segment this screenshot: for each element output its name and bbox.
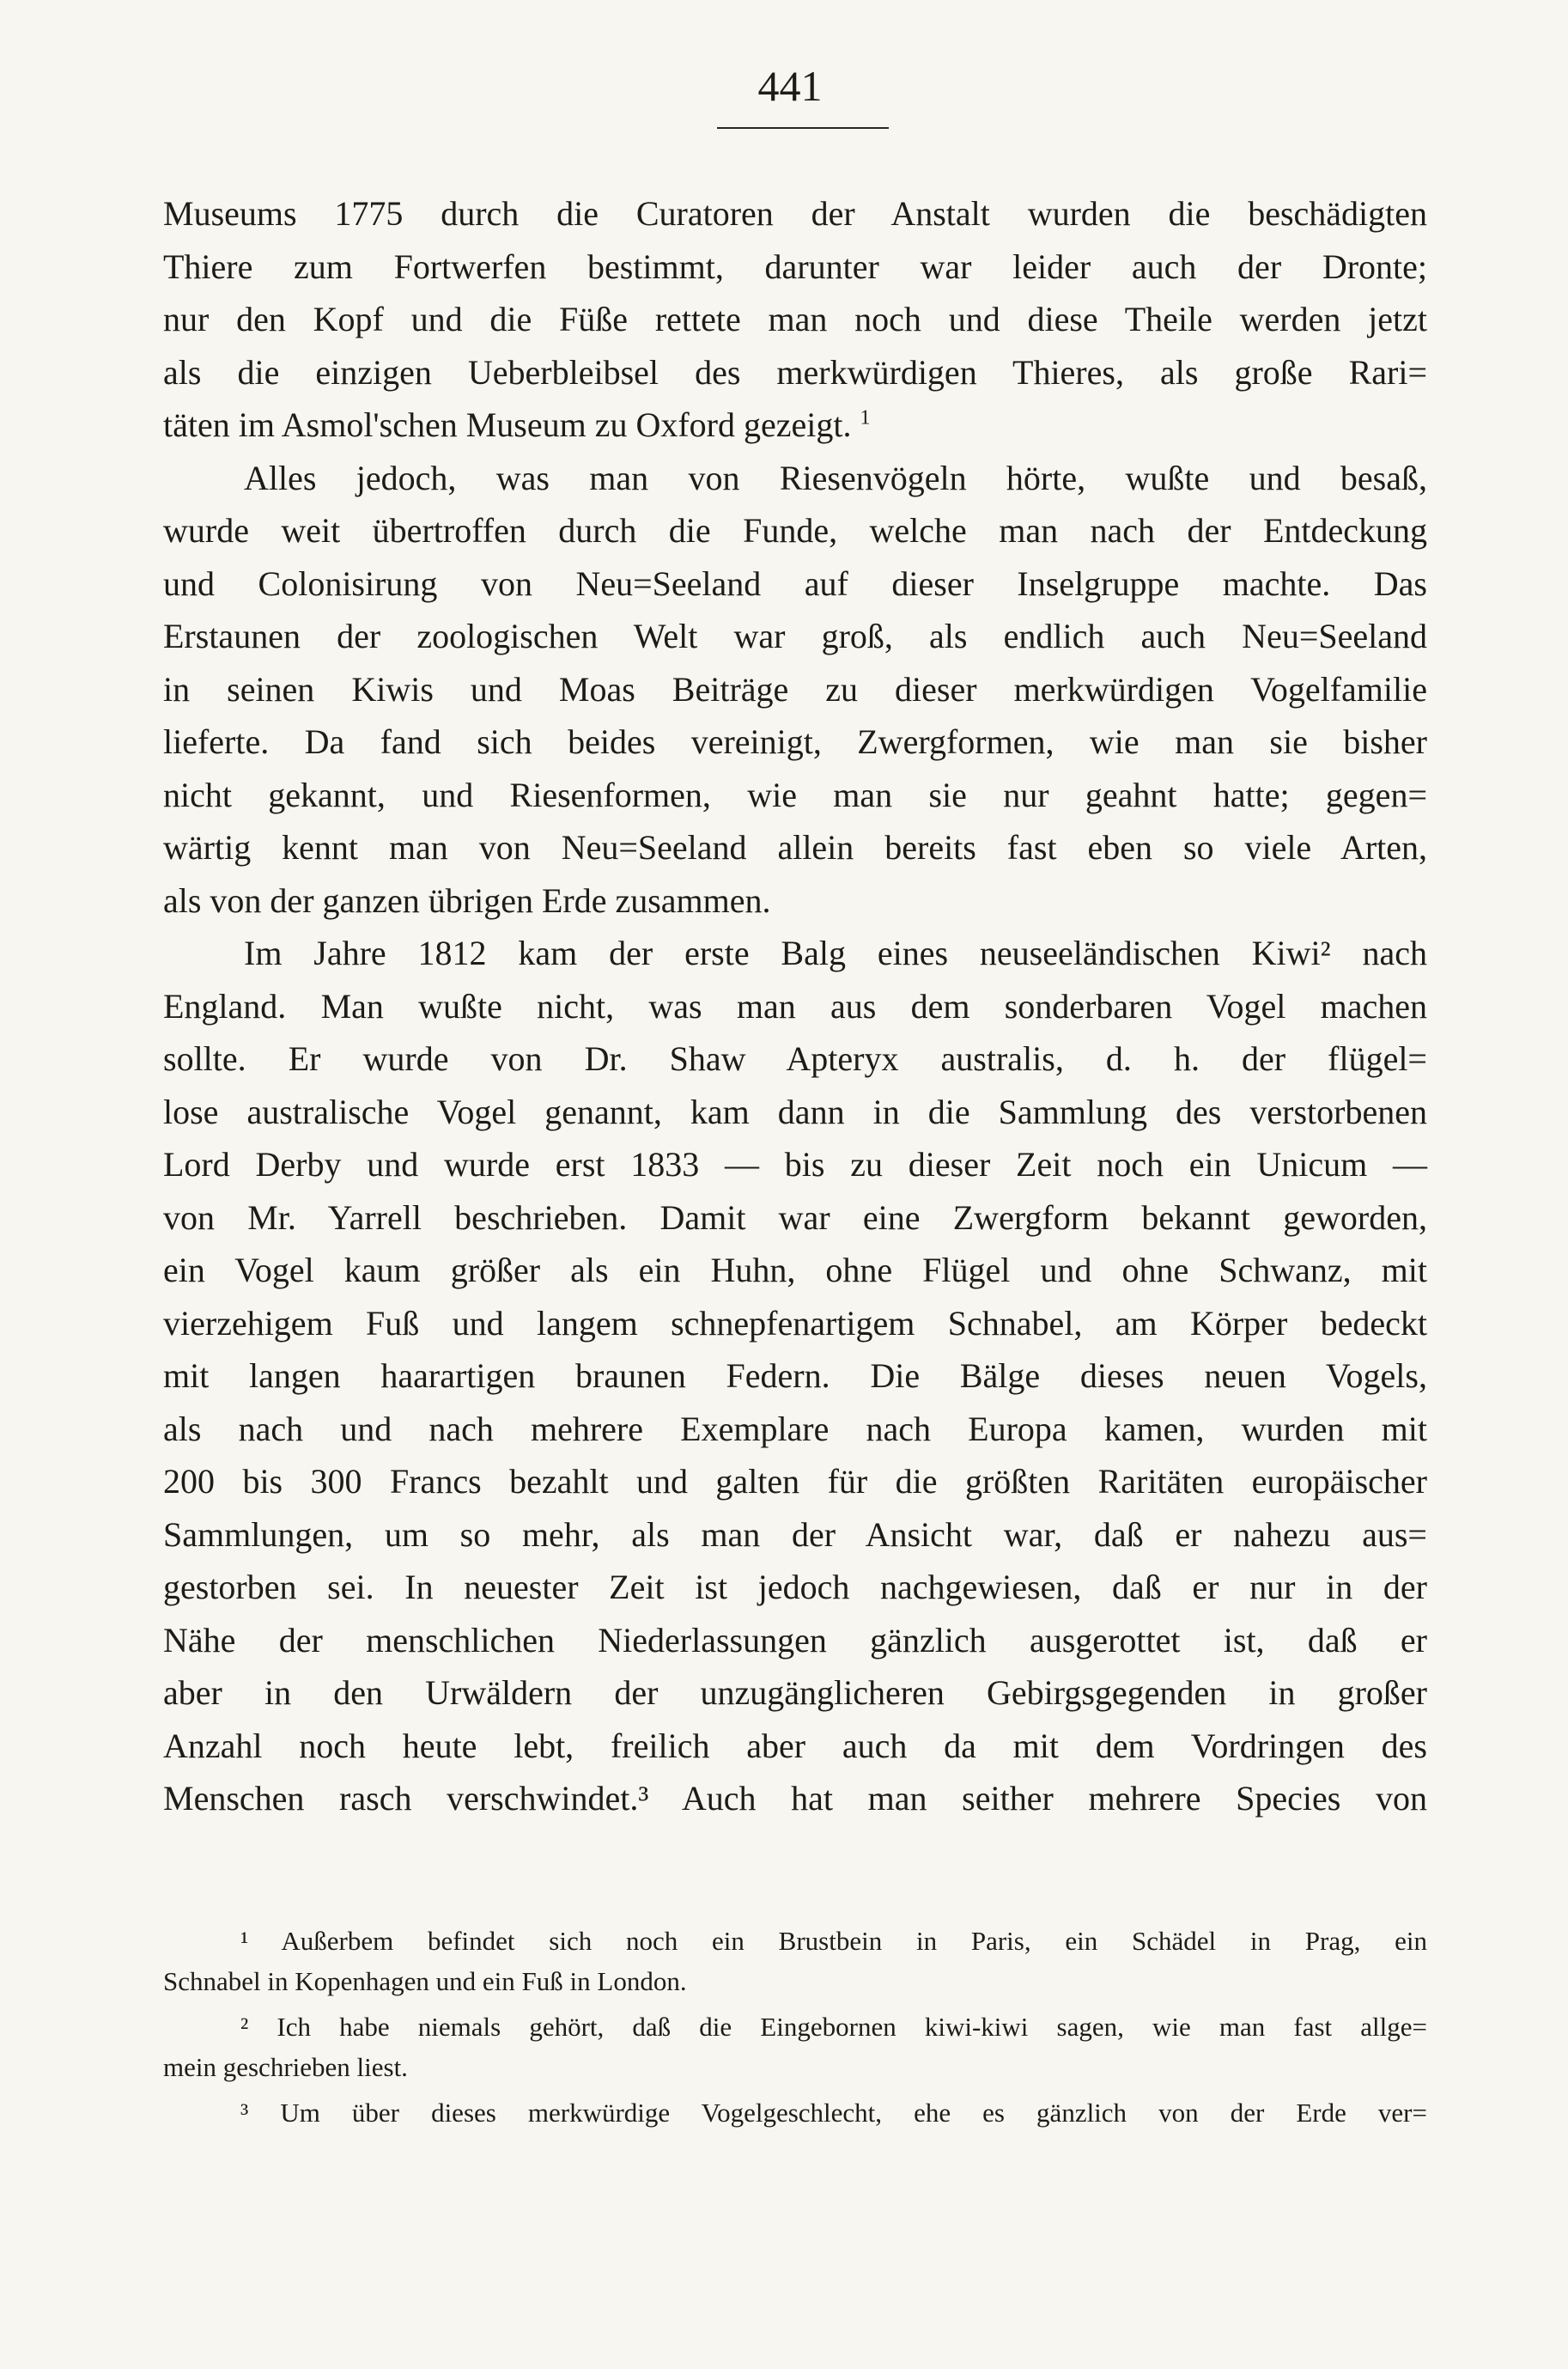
footnote-line: ² Ich habe niemals gehört, daß die Eingebornen kiwi-kiwi sagen, wie man fast allge= [240, 2012, 1427, 2042]
footnote-line: ³ Um über dieses merkwürdige Vogelgeschlecht, ehe es gänzlich von der Erde ver= [240, 2098, 1427, 2128]
text-line: Anzahl noch heute lebt, freilich aber auch da mit dem Vordringen des [163, 1726, 1427, 1765]
paragraph-3 [163, 927, 1427, 1825]
text-line: Nähe der menschlichen Niederlassungen gänzlich ausgerottet ist, daß er [163, 1620, 1427, 1660]
body-text [163, 187, 1427, 1825]
text-line: vierzehigem Fuß und langem schnepfenartigem Schnabel, am Körper bedeckt [163, 1303, 1427, 1343]
text-line: als von der ganzen übrigen Erde zusammen. [163, 880, 771, 920]
text-line: England. Man wußte nicht, was man aus dem sonderbaren Vogel machen [163, 986, 1427, 1026]
page-number: 441 [757, 62, 823, 110]
text-line: sollte. Er wurde von Dr. Shaw Apteryx australis, d. h. der flügel= [163, 1039, 1427, 1078]
header-rule [717, 127, 889, 129]
footnote-3 [163, 2092, 1427, 2133]
text-line: nicht gekannt, und Riesenformen, wie man sie nur geahnt hatte; gegen= [163, 775, 1427, 814]
text-line: nur den Kopf und die Füße rettete man noch und diese Theile werden jetzt [163, 300, 1427, 338]
text-line-content: täten im Asmol'schen Museum zu Oxford gezeigt. [163, 405, 852, 444]
text-line: Alles jedoch, was man von Riesenvögeln hörte, wußte und besaß, [244, 458, 1427, 497]
text-line: Museums 1775 durch die Curatoren der Anstalt wurden die beschädigten [163, 194, 1427, 233]
paragraph-2 [163, 452, 1427, 928]
text-line: 200 bis 300 Francs bezahlt und galten für die größten Raritäten europäischer [163, 1462, 1427, 1501]
text-line: wärtig kennt man von Neu=Seeland allein bereits fast eben so viele Arten, [163, 828, 1427, 867]
footnote-2 [163, 2007, 1427, 2087]
text-line: Im Jahre 1812 kam der erste Balg eines neuseeländischen Kiwi² nach [244, 934, 1427, 972]
text-line [163, 399, 1427, 452]
text-line: mit langen haarartigen braunen Federn. Die Bälge dieses neuen Vogels, [163, 1356, 1427, 1395]
text-line: Thiere zum Fortwerfen bestimmt, darunter war leider auch der Dronte; [163, 247, 1427, 286]
text-line: Lord Derby und wurde erst 1833 — bis zu dieser Zeit noch ein Unicum — [163, 1145, 1427, 1184]
footnote-ref: 1 [860, 406, 871, 429]
footnote-line: Schnabel in Kopenhagen und ein Fuß in London. [163, 1966, 687, 1996]
text-line: von Mr. Yarrell beschrieben. Damit war eine Zwergform bekannt geworden, [163, 1197, 1427, 1237]
text-line: aber in den Urwäldern der unzugänglicheren Gebirgsgegenden in großer [163, 1673, 1427, 1712]
footnote-1 [163, 1921, 1427, 2001]
text-line: als die einzigen Ueberbleibsel des merkwürdigen Thieres, als große Rari= [163, 352, 1427, 392]
text-line: ein Vogel kaum größer als ein Huhn, ohne Flügel und ohne Schwanz, mit [163, 1251, 1427, 1289]
text-line: Sammlungen, um so mehr, als man der Ansicht war, daß er nahezu aus= [163, 1514, 1427, 1554]
text-line: in seinen Kiwis und Moas Beiträge zu dieser merkwürdigen Vogelfamilie [163, 669, 1427, 709]
text-line: als nach und nach mehrere Exemplare nach Europa kamen, wurden mit [163, 1409, 1427, 1448]
text-line: lieferte. Da fand sich beides vereinigt, Zwergformen, wie man sie bisher [163, 722, 1427, 761]
paragraph-1 [163, 187, 1427, 452]
footnote-line: mein geschrieben liest. [163, 2052, 408, 2082]
footnotes [163, 1921, 1427, 2133]
text-line: und Colonisirung von Neu=Seeland auf dieser Inselgruppe machte. Das [163, 563, 1427, 603]
text-line: gestorben sei. In neuester Zeit ist jedoch nachgewiesen, daß er nur in der [163, 1568, 1427, 1606]
text-line: wurde weit übertroffen durch die Funde, welche man nach der Entdeckung [163, 511, 1427, 550]
text-line: Menschen rasch verschwindet.³ Auch hat man seither mehrere Species von [163, 1779, 1427, 1818]
footnote-line: ¹ Außerbem befindet sich noch ein Brustbein in Paris, ein Schädel in Prag, ein [240, 1926, 1427, 1956]
text-line: lose australische Vogel genannt, kam dann in die Sammlung des verstorbenen [163, 1092, 1427, 1131]
text-line: Erstaunen der zoologischen Welt war groß, als endlich auch Neu=Seeland [163, 617, 1427, 655]
